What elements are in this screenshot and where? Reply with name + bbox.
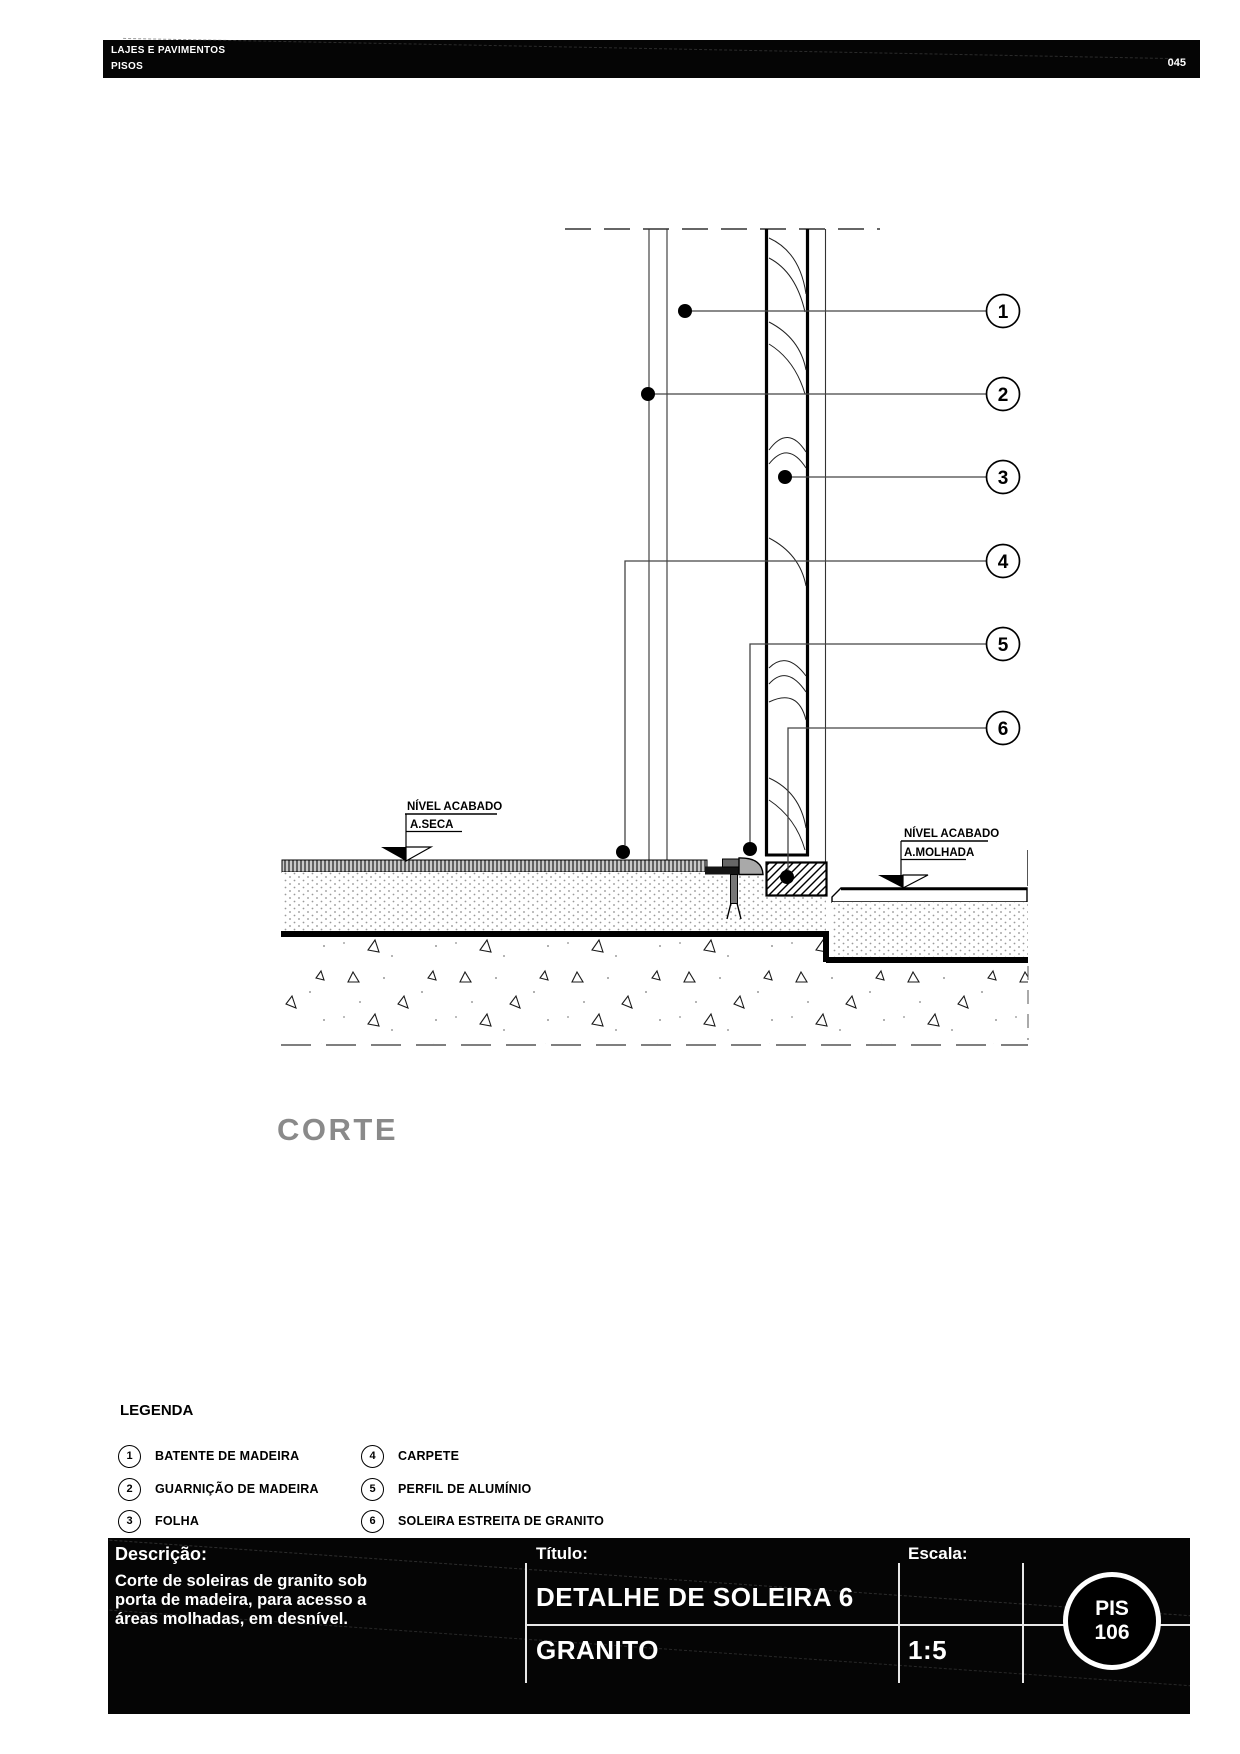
callout-5: 5: [997, 635, 1009, 656]
descricao-line-3: áreas molhadas, em desnível.: [115, 1610, 348, 1628]
descricao-line-1: Corte de soleiras de granito sob: [115, 1572, 368, 1590]
header-category: LAJES E PAVIMENTOS: [111, 45, 226, 56]
granite-threshold: [767, 863, 827, 896]
legend-item-6: [361, 1509, 604, 1533]
dry-screed-layer: [282, 872, 826, 931]
level-marker-dry: [381, 800, 502, 861]
legend-title: LEGENDA: [120, 1402, 194, 1419]
leader-lines: [625, 311, 986, 870]
titleblock-divider-2: [898, 1563, 900, 1683]
dry-area-label: A.SECA: [410, 819, 454, 831]
titleblock-divider-1: [525, 1563, 527, 1683]
page-number: 045: [1167, 57, 1186, 69]
sheet-title-line-1: DETALHE DE SOLEIRA 6: [536, 1582, 854, 1612]
door-casing-lines: [649, 229, 667, 860]
door-leaf: [765, 229, 826, 862]
escala-label: Escala:: [908, 1544, 968, 1563]
title-block: [108, 1538, 1190, 1714]
legend-bubble-5: 5: [361, 1478, 384, 1501]
legend-label-2: GUARNIÇÃO DE MADEIRA: [155, 1482, 319, 1496]
legend-item-3: [118, 1509, 199, 1533]
callout-1: 1: [997, 302, 1009, 323]
legend-bubble-3: 3: [118, 1510, 141, 1533]
wet-screed-layer: [832, 902, 1028, 957]
callout-bubbles: [987, 295, 1020, 745]
legend-label-4: CARPETE: [398, 1449, 460, 1463]
carpet-layer: [282, 860, 707, 872]
legend-item-2: [118, 1477, 319, 1501]
legend-label-5: PERFIL DE ALUMÍNIO: [398, 1482, 532, 1496]
legend-bubble-1: 1: [118, 1445, 141, 1468]
escala-value: 1:5: [908, 1635, 948, 1665]
dry-level-label: NÍVEL ACABADO: [407, 801, 503, 813]
header-subcategory: PISOS: [111, 61, 144, 72]
callout-6: 6: [997, 719, 1009, 740]
callout-2: 2: [997, 385, 1009, 406]
legend-bubble-4: 4: [361, 1445, 384, 1468]
descricao-label: Descrição:: [115, 1544, 208, 1564]
wet-area-label: A.MOLHADA: [904, 847, 975, 859]
titulo-label: Título:: [536, 1544, 588, 1563]
wet-level-label: NÍVEL ACABADO: [904, 828, 1000, 840]
stamp-prefix: PIS: [1095, 1597, 1129, 1620]
legend-label-6: SOLEIRA ESTREITA DE GRANITO: [398, 1514, 605, 1528]
level-marker-wet: [878, 827, 999, 888]
sheet-title-line-2: GRANITO: [536, 1635, 659, 1665]
legend-item-1: [118, 1444, 299, 1468]
legend-label-3: FOLHA: [155, 1514, 200, 1528]
legend-bubble-6: 6: [361, 1510, 384, 1533]
legend-bubble-2: 2: [118, 1478, 141, 1501]
titleblock-divider-3: [1022, 1563, 1024, 1683]
legend-item-5: [361, 1477, 531, 1501]
section-title: CORTE: [277, 1112, 398, 1147]
callout-4: 4: [997, 552, 1009, 573]
sheet-code-stamp: [1063, 1572, 1161, 1670]
legend-item-4: [361, 1444, 459, 1468]
legend-label-1: BATENTE DE MADEIRA: [155, 1449, 300, 1463]
callout-3: 3: [997, 468, 1009, 489]
stamp-number: 106: [1094, 1621, 1130, 1644]
descricao-line-2: porta de madeira, para acesso a: [115, 1591, 367, 1609]
